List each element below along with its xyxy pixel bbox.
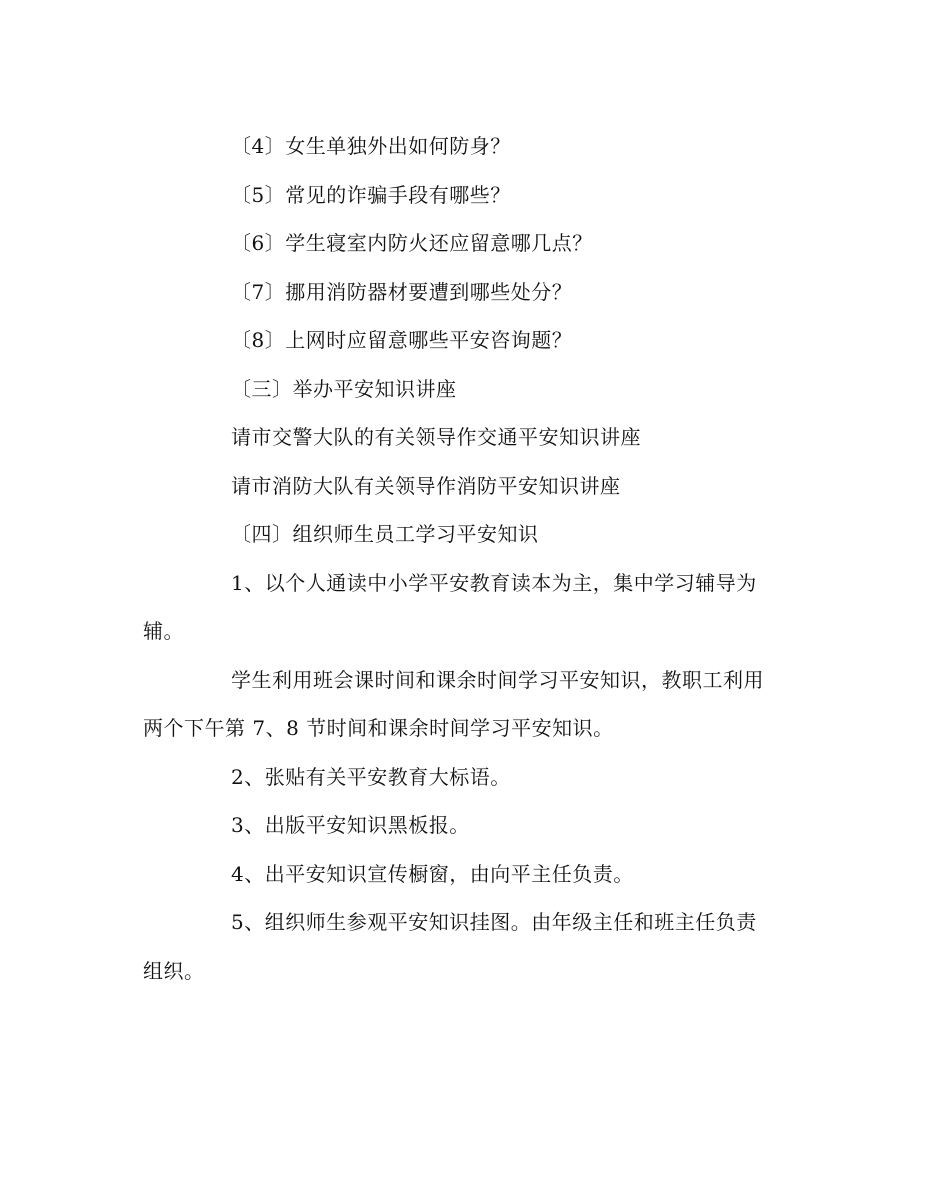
question-8: 〔8〕上网时应留意哪些平安咨询题？ — [231, 328, 573, 352]
item-1-line-1: 1、以个人通读中小学平安教育读本为主，集中学习辅导为 — [231, 571, 757, 595]
item-2: 2、张贴有关平安教育大标语。 — [231, 765, 511, 789]
item-4: 4、出平安知识宣传橱窗，由向平主任负责。 — [231, 862, 634, 886]
question-7: 〔7〕挪用消防器材要遭到哪些处分？ — [231, 280, 573, 304]
question-4: 〔4〕女生单独外出如何防身？ — [231, 134, 511, 158]
section-3-line-1: 请市交警大队的有关领导作交通平安知识讲座 — [231, 425, 641, 449]
item-1-line-2: 辅。 — [143, 619, 184, 643]
question-6: 〔6〕学生寝室内防火还应留意哪几点？ — [231, 231, 593, 255]
section-3-heading: 〔三〕举办平安知识讲座 — [231, 377, 457, 401]
item-3: 3、出版平安知识黑板报。 — [231, 813, 470, 837]
item-5-line-2: 组织。 — [143, 959, 205, 983]
item-5-line-1: 5、组织师生参观平安知识挂图。由年级主任和班主任负责 — [231, 910, 757, 934]
paragraph-line-1: 学生利用班会课时间和课余时间学习平安知识，教职工利用 — [231, 668, 764, 692]
section-4-heading: 〔四〕组织师生员工学习平安知识 — [231, 522, 539, 546]
question-5: 〔5〕常见的诈骗手段有哪些？ — [231, 183, 511, 207]
section-3-line-2: 请市消防大队有关领导作消防平安知识讲座 — [231, 474, 621, 498]
paragraph-line-2: 两个下午第 7、8 节时间和课余时间学习平安知识。 — [143, 716, 614, 740]
